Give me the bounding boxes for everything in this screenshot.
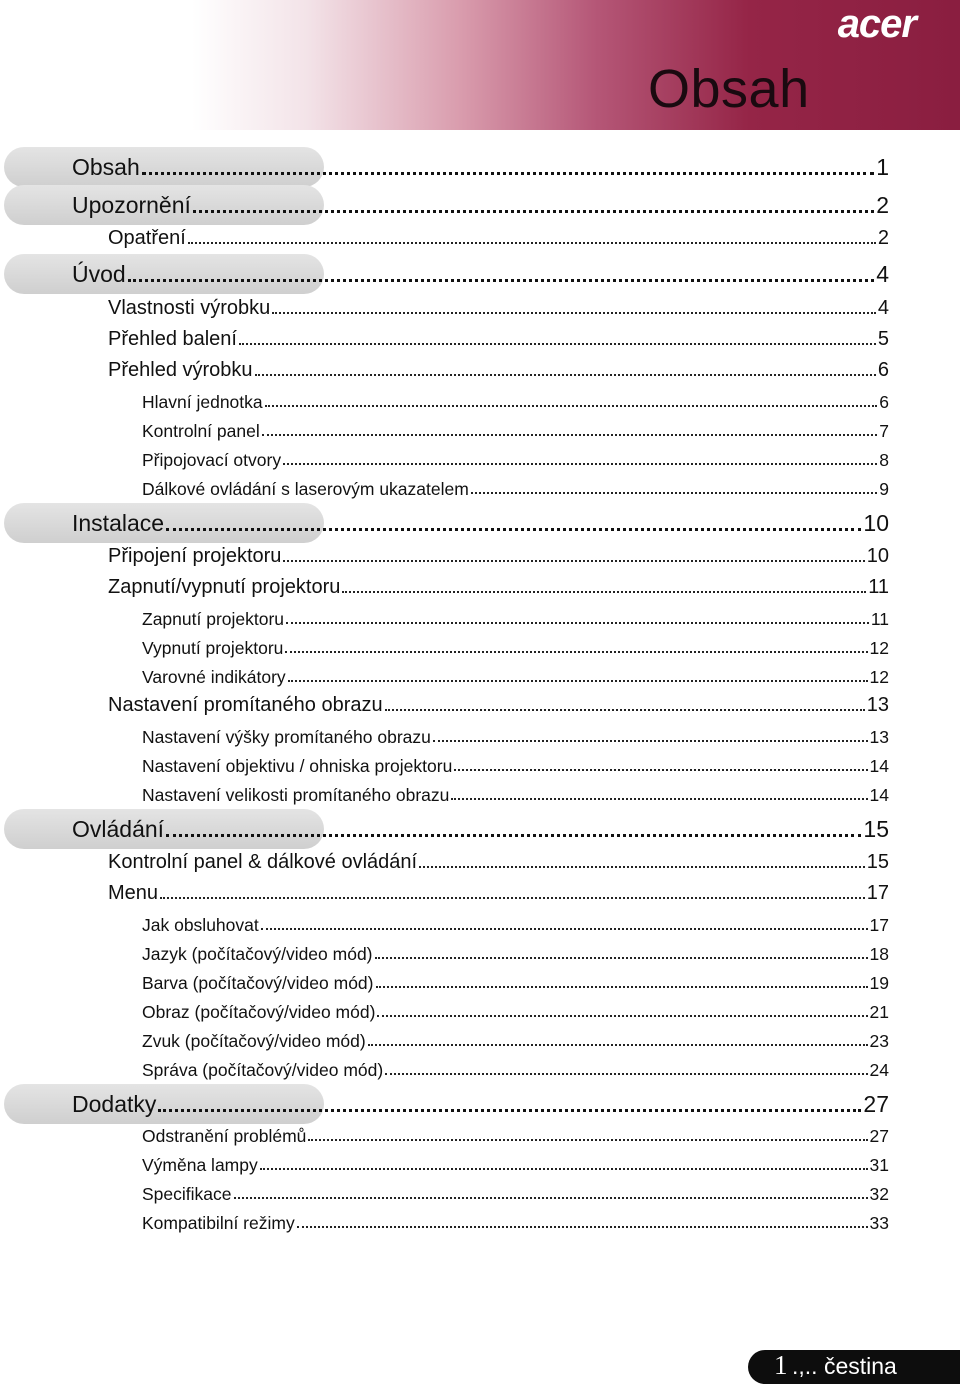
toc-entry-title: Zapnutí projektoru xyxy=(142,609,285,629)
toc-dot-leader xyxy=(342,591,866,593)
toc-entry-title: Zapnutí/vypnutí projektoru xyxy=(108,576,341,598)
toc-entry-title: Vypnutí projektoru xyxy=(142,638,284,658)
toc-entry-page: 7 xyxy=(879,421,889,441)
toc-entry-level-1[interactable] xyxy=(0,261,960,288)
toc-entry-level-3[interactable] xyxy=(0,667,960,688)
toc-entry-level-3[interactable] xyxy=(0,479,960,500)
toc-entry-level-1[interactable] xyxy=(0,192,960,219)
toc-dot-leader xyxy=(255,374,876,376)
toc-entry-level-3[interactable] xyxy=(0,1184,960,1205)
toc-dot-leader xyxy=(234,1197,868,1199)
toc-entry-title: Dodatky xyxy=(72,1091,157,1117)
toc-dot-leader xyxy=(376,986,868,988)
toc-entry-page: 6 xyxy=(879,392,889,412)
toc-entry-level-2[interactable] xyxy=(0,328,960,351)
footer-language-label: čestina xyxy=(823,1353,897,1379)
toc-entry-page: 14 xyxy=(869,756,889,776)
toc-entry-page: 11 xyxy=(870,609,889,629)
toc-dot-leader xyxy=(166,834,861,837)
toc-entry-level-2[interactable] xyxy=(0,851,960,874)
toc-entry-title: Výměna lampy xyxy=(142,1155,258,1175)
toc-entry-title: Jak obsluhovat xyxy=(142,915,259,935)
toc-dot-leader xyxy=(451,798,867,800)
toc-entry-level-3[interactable] xyxy=(0,450,960,471)
toc-dot-leader xyxy=(385,709,865,711)
toc-entry-page: 2 xyxy=(877,227,889,249)
toc-entry-title: Přehled výrobku xyxy=(108,359,253,381)
toc-entry-title: Přehled balení xyxy=(108,328,237,350)
toc-entry-page: 6 xyxy=(877,359,889,381)
toc-dot-leader xyxy=(288,680,868,682)
toc-entry-page: 12 xyxy=(869,638,889,658)
toc-entry-page: 5 xyxy=(877,328,889,350)
toc-entry-level-1[interactable] xyxy=(0,1091,960,1118)
footer-separator: .,.. xyxy=(792,1353,818,1379)
toc-dot-leader xyxy=(283,560,864,562)
toc-dot-leader xyxy=(433,740,868,742)
toc-dot-leader xyxy=(471,492,877,494)
toc-dot-leader xyxy=(272,312,876,314)
toc-entry-level-3[interactable] xyxy=(0,973,960,994)
toc-entry-page: 23 xyxy=(869,1031,889,1051)
toc-entry-page: 17 xyxy=(866,882,889,904)
header-banner xyxy=(0,0,960,130)
toc-entry-title: Varovné indikátory xyxy=(142,667,286,687)
toc-entry-page: 32 xyxy=(869,1184,889,1204)
toc-entry-page: 13 xyxy=(869,727,889,747)
toc-dot-leader xyxy=(193,210,874,213)
toc-entry-page: 13 xyxy=(866,694,889,716)
toc-entry-title: Správa (počítačový/video mód) xyxy=(142,1060,384,1080)
toc-entry-page: 27 xyxy=(863,1091,889,1117)
toc-entry-page: 10 xyxy=(866,545,889,567)
toc-entry-page: 10 xyxy=(863,510,889,536)
toc-entry-title: Nastavení výšky promítaného obrazu xyxy=(142,727,431,747)
toc-entry-level-2[interactable] xyxy=(0,576,960,599)
toc-entry-level-2[interactable] xyxy=(0,297,960,320)
toc-dot-leader xyxy=(368,1044,868,1046)
toc-entry-level-3[interactable] xyxy=(0,1031,960,1052)
toc-entry-level-3[interactable] xyxy=(0,1126,960,1147)
toc-entry-title: Opatření xyxy=(108,227,186,249)
toc-entry-level-3[interactable] xyxy=(0,915,960,936)
toc-dot-leader xyxy=(419,866,865,868)
toc-dot-leader xyxy=(166,528,861,531)
toc-entry-level-3[interactable] xyxy=(0,609,960,630)
toc-entry-title: Barva (počítačový/video mód) xyxy=(142,973,374,993)
toc-dot-leader xyxy=(308,1139,867,1141)
toc-entry-page: 11 xyxy=(868,576,889,598)
toc-entry-title: Specifikace xyxy=(142,1184,232,1204)
toc-entry-level-3[interactable] xyxy=(0,638,960,659)
toc-dot-leader xyxy=(160,897,865,899)
toc-entry-level-3[interactable] xyxy=(0,1155,960,1176)
toc-dot-leader xyxy=(158,1109,861,1112)
toc-entry-title: Kontrolní panel & dálkové ovládání xyxy=(108,851,418,873)
toc-entry-page: 33 xyxy=(869,1213,889,1233)
toc-entry-level-3[interactable] xyxy=(0,421,960,442)
toc-entry-page: 2 xyxy=(876,192,889,218)
toc-entry-title: Vlastnosti výrobku xyxy=(108,297,271,319)
toc-entry-page: 24 xyxy=(869,1060,889,1080)
toc-dot-leader xyxy=(260,1168,868,1170)
toc-entry-level-3[interactable] xyxy=(0,944,960,965)
toc-entry-level-2[interactable] xyxy=(0,359,960,382)
toc-entry-level-2[interactable] xyxy=(0,882,960,905)
toc-dot-leader xyxy=(297,1226,868,1228)
toc-entry-level-1[interactable] xyxy=(0,816,960,843)
toc-entry-title: Připojení projektoru xyxy=(108,545,282,567)
toc-entry-page: 27 xyxy=(869,1126,889,1146)
toc-entry-title: Upozornění xyxy=(72,192,191,218)
toc-entry-page: 15 xyxy=(866,851,889,873)
toc-entry-title: Obsah xyxy=(72,154,140,180)
toc-entry-page: 18 xyxy=(869,944,889,964)
toc-entry-page: 12 xyxy=(869,667,889,687)
toc-entry-title: Připojovací otvory xyxy=(142,450,282,470)
page-title: Obsah xyxy=(648,59,810,119)
toc-entry-title: Nastavení promítaného obrazu xyxy=(108,694,383,716)
toc-entry-page: 17 xyxy=(869,915,889,935)
toc-entry-page: 31 xyxy=(869,1155,889,1175)
toc-dot-leader xyxy=(262,434,878,436)
toc-entry-level-2[interactable] xyxy=(0,545,960,568)
toc-entry-page: 15 xyxy=(863,816,889,842)
toc-dot-leader xyxy=(239,343,876,345)
toc-entry-title: Úvod xyxy=(72,261,126,287)
toc-entry-level-1[interactable] xyxy=(0,154,960,181)
toc-entry-page: 9 xyxy=(879,479,889,499)
toc-dot-leader xyxy=(142,172,874,175)
footer-language xyxy=(792,1353,897,1380)
toc-entry-title: Hlavní jednotka xyxy=(142,392,263,412)
toc-entry-level-3[interactable] xyxy=(0,1060,960,1081)
toc-entry-title: Nastavení velikosti promítaného obrazu xyxy=(142,785,450,805)
toc-entry-title: Ovládání xyxy=(72,816,165,842)
toc-dot-leader xyxy=(261,928,868,930)
toc-entry-level-3[interactable] xyxy=(0,1002,960,1023)
toc-entry-page: 8 xyxy=(879,450,889,470)
toc-entry-page: 4 xyxy=(877,297,889,319)
acer-logo: acer xyxy=(837,2,916,46)
toc-entry-level-3[interactable] xyxy=(0,727,960,748)
toc-entry-page: 21 xyxy=(869,1002,889,1022)
toc-entry-page: 4 xyxy=(876,261,889,287)
toc-entry-title: Kontrolní panel xyxy=(142,421,260,441)
toc-entry-level-2[interactable] xyxy=(0,227,960,250)
toc-entry-title: Menu xyxy=(108,882,159,904)
toc-dot-leader xyxy=(385,1073,867,1075)
footer-page-number: 1 xyxy=(774,1350,788,1380)
toc-entry-title: Instalace xyxy=(72,510,165,536)
toc-entry-level-3[interactable] xyxy=(0,1213,960,1234)
footer-badge xyxy=(748,1350,960,1384)
toc-dot-leader xyxy=(128,279,875,282)
toc-entry-title: Kompatibilní režimy xyxy=(142,1213,295,1233)
toc-entry-page: 14 xyxy=(869,785,889,805)
toc-dot-leader xyxy=(375,957,868,959)
toc-entry-page: 19 xyxy=(869,973,889,993)
toc-entry-title: Jazyk (počítačový/video mód) xyxy=(142,944,373,964)
toc-entry-title: Obraz (počítačový/video mód) xyxy=(142,1002,376,1022)
toc-dot-leader xyxy=(454,769,867,771)
toc-entry-page: 1 xyxy=(876,154,889,180)
toc-dot-leader xyxy=(283,463,877,465)
toc-entry-level-2[interactable] xyxy=(0,694,960,717)
toc-entry-title: Nastavení objektivu / ohniska projektoru xyxy=(142,756,453,776)
toc-entry-title: Odstranění problémů xyxy=(142,1126,307,1146)
toc-entry-level-3[interactable] xyxy=(0,392,960,413)
toc-dot-leader xyxy=(286,622,869,624)
toc-entry-level-3[interactable] xyxy=(0,785,960,806)
toc-entry-title: Zvuk (počítačový/video mód) xyxy=(142,1031,366,1051)
toc-dot-leader xyxy=(285,651,867,653)
toc-entry-level-1[interactable] xyxy=(0,510,960,537)
toc-dot-leader xyxy=(377,1015,867,1017)
toc-dot-leader xyxy=(265,405,878,407)
toc-entry-level-3[interactable] xyxy=(0,756,960,777)
toc-dot-leader xyxy=(188,242,876,244)
toc-entry-title: Dálkové ovládání s laserovým ukazatelem xyxy=(142,479,469,499)
